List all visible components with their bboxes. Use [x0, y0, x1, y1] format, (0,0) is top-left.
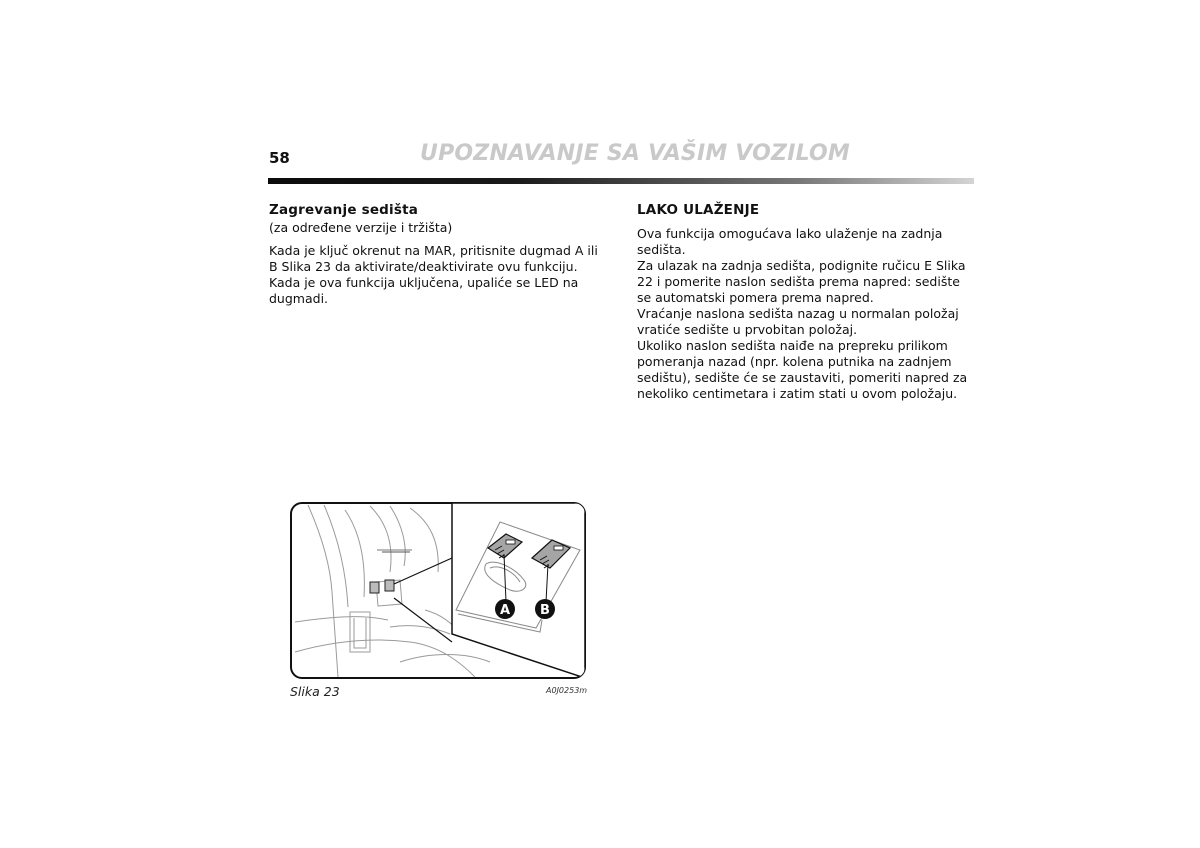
- figure-label-b: B: [540, 603, 550, 618]
- seat-heating-buttons-illustration: [290, 502, 586, 679]
- page-number: 58: [269, 149, 290, 167]
- chapter-title: UPOZNAVANJE SA VAŠIM VOZILOM: [420, 141, 851, 166]
- availability-note: (za određene verzije i tržišta): [269, 220, 453, 235]
- figure-label-a: A: [499, 603, 511, 618]
- right-column: [637, 202, 977, 402]
- easy-entry-paragraph: Ukoliko naslon sedišta naiđe na prepreku prilikom pomeranja nazad (npr. kolena putnika na zadnjem sedištu), sedište će se zaustaviti, pomeriti napred za nekoliko centimetara i zatim stati u ovom položaju.: [637, 338, 968, 401]
- easy-entry-paragraph: Za ulazak na zadnja sedišta, podignite ručicu E Slika 22 i pomerite naslon sedišta prema napred: sedište se automatski pomera prema napred.: [637, 258, 966, 305]
- easy-entry-paragraph: Ova funkcija omogućava lako ulaženje na zadnja sedišta.: [637, 226, 943, 257]
- left-column: [269, 202, 609, 307]
- easy-entry-paragraph: Vraćanje naslona sedišta nazag u normalan položaj vratiće sedište u prvobitan položaj.: [637, 306, 959, 337]
- figure-code: A0J0253m: [546, 686, 588, 695]
- section-heading-seat-heating: Zagrevanje sedišta: [269, 202, 419, 218]
- section-heading-easy-entry: LAKO ULAŽENJE: [637, 202, 760, 218]
- figure-caption: Slika 23: [290, 684, 340, 699]
- seat-heating-text: Kada je ključ okrenut na MAR, pritisnite dugmad A ili B Slika 23 da aktivirate/deaktivirate ovu funkciju. Kada je ova funkcija uključena, upaliće se LED na dugmadi.: [269, 243, 598, 306]
- header-rule: [268, 178, 974, 184]
